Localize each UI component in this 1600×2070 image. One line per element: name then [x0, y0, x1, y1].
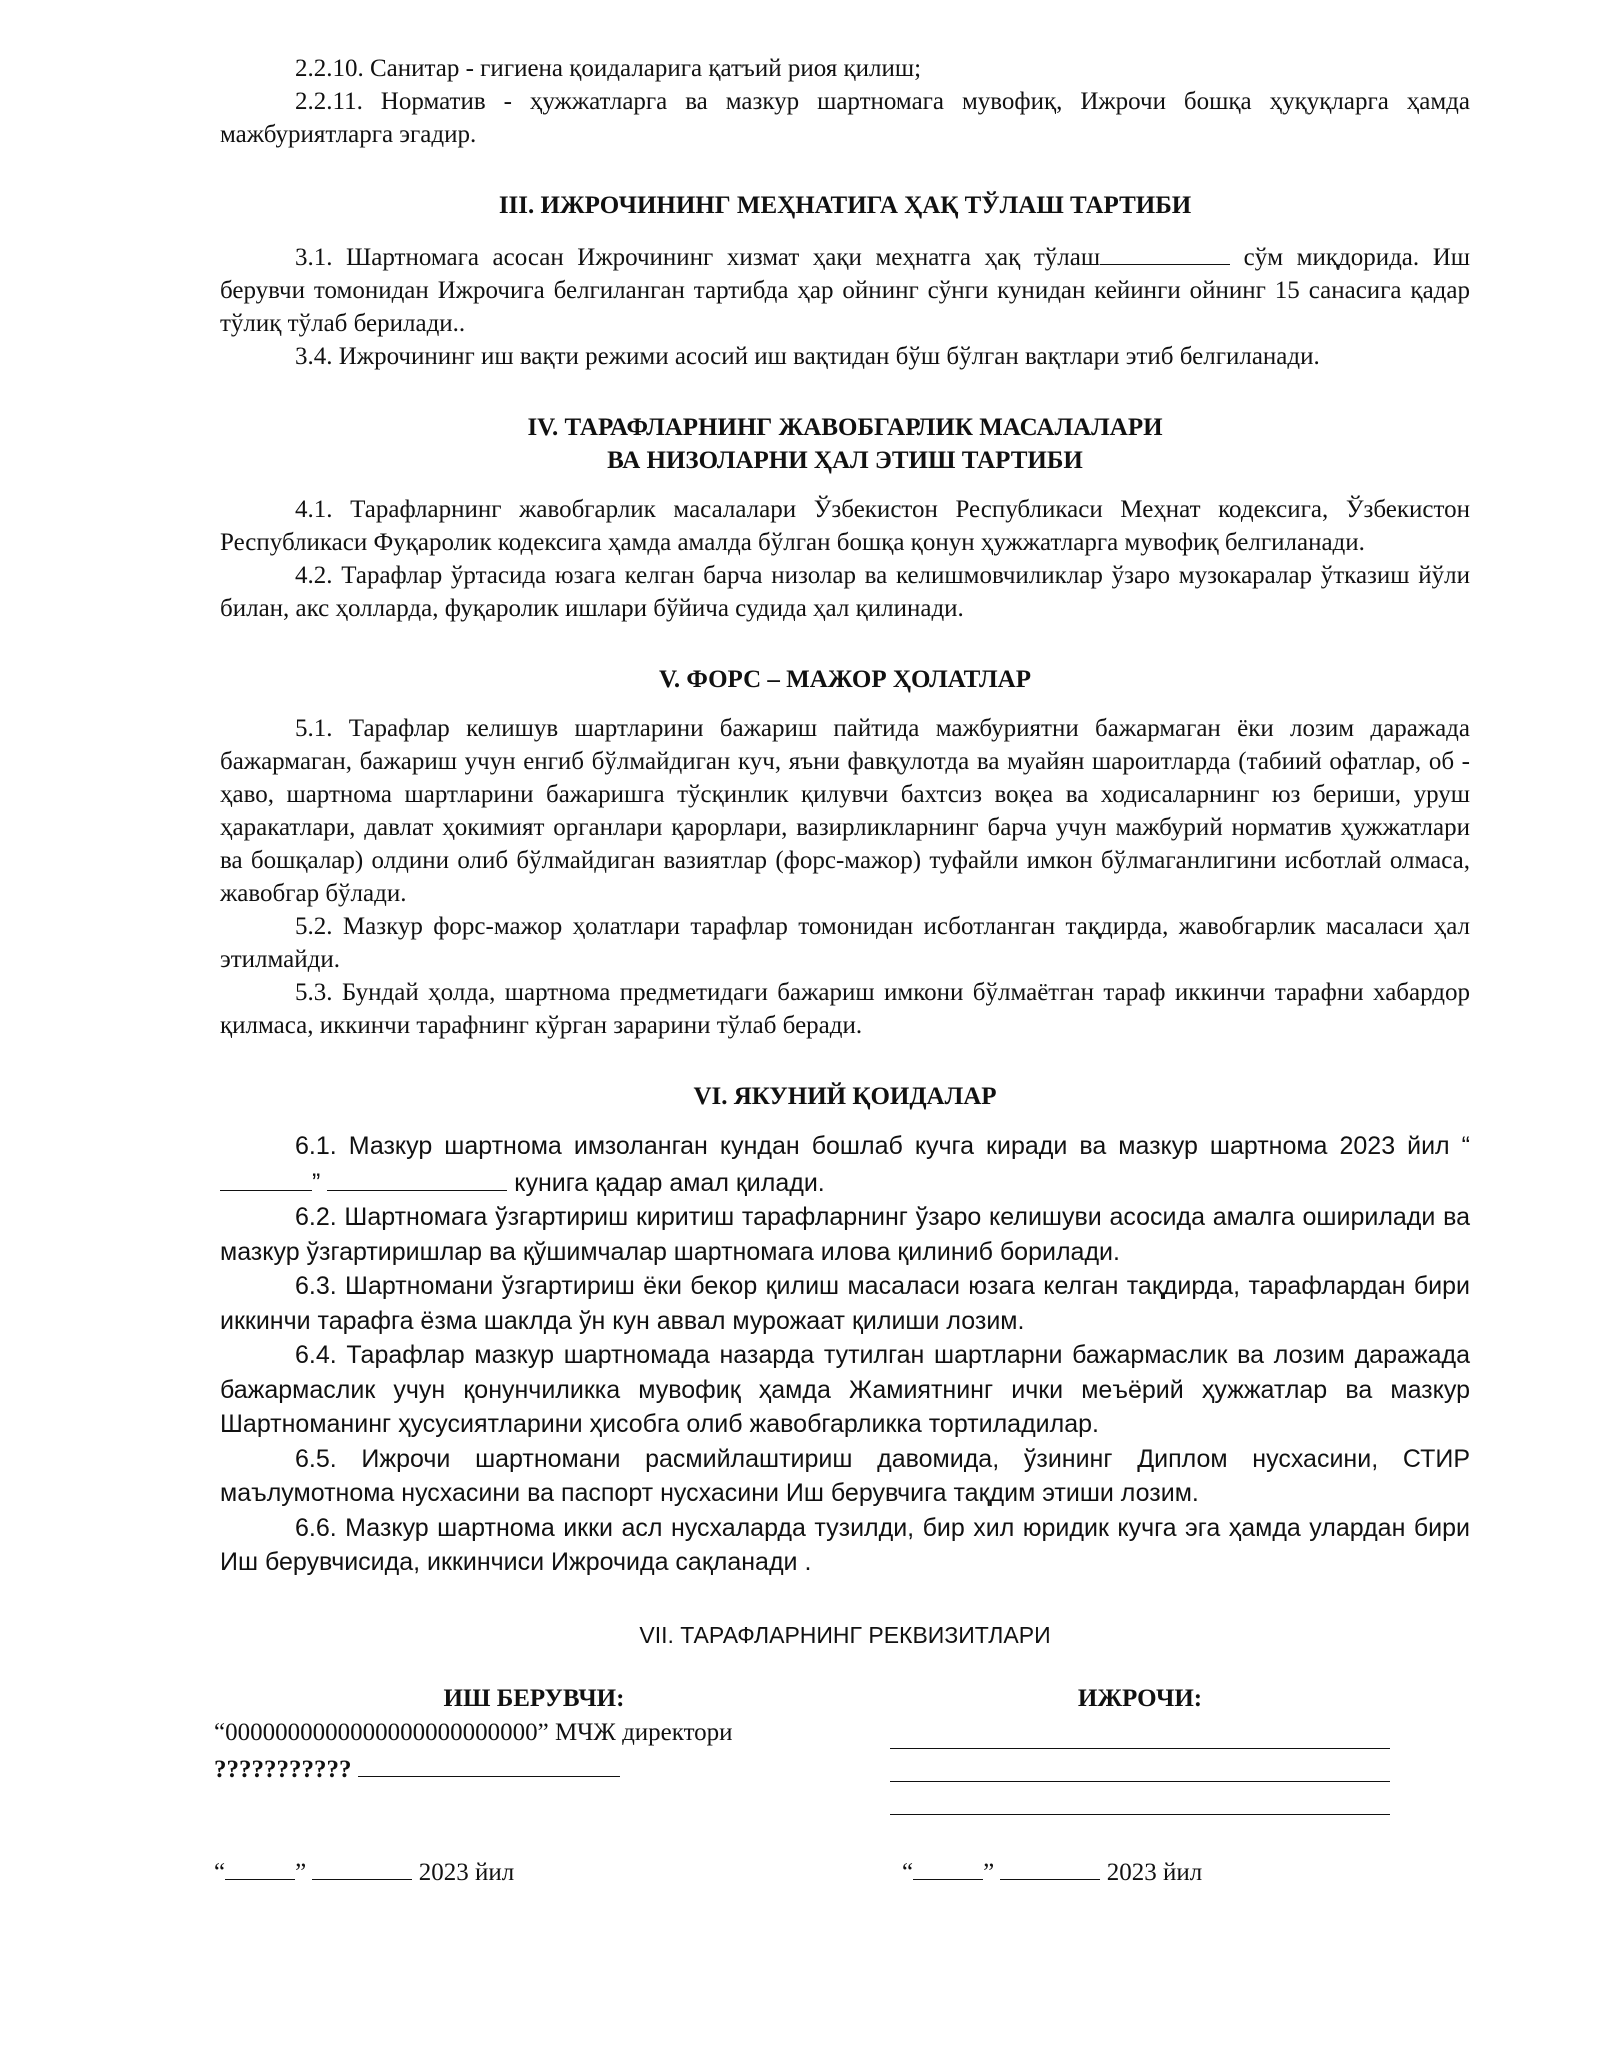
- executor-block: [890, 1682, 1390, 1815]
- clause-6-1: 6.1. Мазкур шартнома имзоланган кундан бошлаб кучга киради ва мазкур шартнома 2023 йил “” кунига қадар амал қилади.: [220, 1129, 1470, 1200]
- clause-2-2-11: 2.2.11. Норматив - ҳужжатларга ва мазкур шартномага мувофиқ, Ижрочи бошқа ҳуқуқларга ҳамда мажбуриятларга эгадир.: [220, 88, 1470, 148]
- employer-date: “ ” 2023 йил: [214, 1853, 514, 1887]
- employer-signature-line: [214, 1750, 854, 1787]
- clause-6-1-text-b: кунига қадар амал қилади.: [514, 1168, 825, 1197]
- section-2-tail: [220, 52, 1470, 151]
- clause-3-1-text-b: сўм миқдорида. Иш берувчи томонидан Ижрочига белгиланган тартибда ҳар ойнинг сўнги кунидан кейинги ойнинг 15 санасига қадар тўлиқ тўлаб берилади..: [220, 244, 1471, 337]
- signature-block: [214, 1682, 1470, 1912]
- section-6-title: VI. ЯКУНИЙ ҚОИДАЛАР: [693, 1083, 997, 1110]
- section-5: [220, 663, 1470, 1042]
- clause-6-6: 6.6. Мазкур шартнома икки асл нусхаларда тузилди, бир хил юридик кучга эга ҳамда улардан бири Иш берувчисида, иккинчиси Ижрочида сақланади .: [220, 1513, 1470, 1576]
- section-3-title: III. ИЖРОЧИНИНГ МЕҲНАТИГА ҲАҚ ТЎЛАШ ТАРТИБИ: [498, 192, 1192, 219]
- clause-6-5: 6.5. Ижрочи шартномани расмийлаштириш давомида, ўзининг Диплом нусхасини, СТИР маълумотнома нусхасини ва паспорт нусхасини Иш берувчига тақдим этиши лозим.: [220, 1444, 1470, 1507]
- employer-name: ???????????: [214, 1755, 352, 1783]
- clause-6-1-text-a: 6.1. Мазкур шартнома имзоланган кундан бошлаб кучга киради ва мазкур шартнома 2023 йил: [295, 1132, 1450, 1160]
- clause-3-4: 3.4. Ижрочининг иш вақти режими асосий иш вақтидан бўш бўлган вақтлари этиб белгиланади.: [295, 343, 1320, 370]
- employer-company: “0000000000000000000000000” МЧЖ директори: [214, 1718, 733, 1746]
- employer-block: [214, 1682, 854, 1787]
- executor-date-month-blank: [1000, 1853, 1100, 1880]
- clause-2-2-10: 2.2.10. Санитар - гигиена қоидаларига қатъий риоя қилиш;: [295, 55, 922, 82]
- section-5-title: V. ФОРС – МАЖОР ҲОЛАТЛАР: [658, 666, 1032, 693]
- clause-3-1-text-a: 3.1. Шартномага асосан Ижрочининг хизмат ҳақи меҳнатга ҳақ тўлаш: [295, 244, 1101, 271]
- day-blank: [220, 1164, 312, 1191]
- executor-line-2: [890, 1749, 1390, 1782]
- executor-heading: ИЖРОЧИ:: [1077, 1684, 1203, 1712]
- executor-line-3: [890, 1782, 1390, 1815]
- section-7-title: VII. ТАРАФЛАРНИНГ РЕКВИЗИТЛАРИ: [639, 1621, 1051, 1648]
- salary-amount-blank: [1100, 238, 1230, 265]
- contract-page: [214, 52, 1471, 1912]
- clause-4-2: 4.2. Тарафлар ўртасида юзага келган барча низолар ва келишмовчиликлар ўзаро музокаралар ўтказиш йўли билан, акс ҳолларда, фуқаролик ишлари бўйича судида ҳал қилинади.: [220, 562, 1470, 622]
- section-4-title-line1: IV. ТАРАФЛАРНИНГ ЖАВОБГАРЛИК МАСАЛАЛАРИ: [527, 414, 1163, 441]
- executor-date-day-blank: [913, 1853, 983, 1880]
- section-4-title-line2: ВА НИЗОЛАРНИ ҲАЛ ЭТИШ ТАРТИБИ: [607, 447, 1083, 474]
- employer-date-day-blank: [225, 1853, 295, 1880]
- executor-line-1: [890, 1716, 1390, 1749]
- employer-heading: ИШ БЕРУВЧИ:: [443, 1684, 625, 1712]
- section-6: [220, 1080, 1470, 1580]
- employer-signature-blank: [358, 1750, 620, 1777]
- clause-5-3: 5.3. Бундай ҳолда, шартнома предметидаги бажариш имкони бўлмаётган тараф иккинчи тарафни хабардор қилмаса, иккинчи тарафнинг кўрган зарарини тўлаб беради.: [220, 979, 1470, 1039]
- clause-4-1: 4.1. Тарафларнинг жавобгарлик масалалари Ўзбекистон Республикаси Меҳнат кодексига, Ўзбекистон Республикаси Фуқаролик кодексига ҳамда амалда бўлган бошқа қонун ҳужжатларга мувофиқ белгиланади.: [220, 496, 1470, 556]
- clause-6-2: 6.2. Шартномага ўзгартириш киритиш тарафларнинг ўзаро келишуви асосида амалга оширилади ва мазкур ўзгартиришлар ва қўшимчалар шартномага илова қилиниб борилади.: [220, 1203, 1470, 1266]
- clause-6-4: 6.4. Тарафлар мазкур шартномада назарда тутилган шартларни бажармаслик ва лозим даражада бажармаслик учун қонунчиликка мувофиқ ҳамда Жамиятнинг ички меъёрий ҳужжатлар ва мазкур Шартноманинг ҳусусиятларини ҳисобга олиб жавобгарликка тортиладилар.: [220, 1341, 1470, 1438]
- clause-3-1: [220, 238, 1470, 340]
- employer-date-year: 2023 йил: [418, 1858, 515, 1886]
- executor-date: “ ” 2023 йил: [902, 1853, 1202, 1887]
- month-blank: [327, 1164, 507, 1191]
- employer-date-month-blank: [312, 1853, 412, 1880]
- clause-5-2: 5.2. Мазкур форс-мажор ҳолатлари тарафлар томонидан исботланган тақдирда, жавобгарлик масаласи ҳал этилмайди.: [220, 913, 1470, 973]
- section-3: [220, 189, 1470, 373]
- section-4: [220, 411, 1470, 625]
- executor-date-year: 2023 йил: [1106, 1858, 1203, 1886]
- clause-5-1: 5.1. Тарафлар келишув шартларини бажариш пайтида мажбуриятни бажармаган ёки лозим даражада бажармаган, бажариш учун енгиб бўлмайдиган куч, яъни фавқулотда ва муайян шароитларда (табиий офатлар, об - ҳаво, шартнома шартларини бажаришга тўсқинлик қилувчи бахтсиз воқеа ва ходисаларнинг юз бериши, уруш ҳаракатлари, давлат ҳокимият органлари қарорлари, вазирликларнинг барча учун мажбурий норматив ҳужжатлари ва бошқалар) олдини олиб бўлмайдиган вазиятлар (форс-мажор) туфайли имкон бўлмаганлигини исботлай олмаса, жавобгар бўлади.: [220, 715, 1470, 907]
- clause-6-3: 6.3. Шартномани ўзгартириш ёки бекор қилиш масаласи юзага келган тақдирда, тарафлардан бири иккинчи тарафга ёзма шаклда ўн кун аввал мурожаат қилиши лозим.: [220, 1272, 1470, 1335]
